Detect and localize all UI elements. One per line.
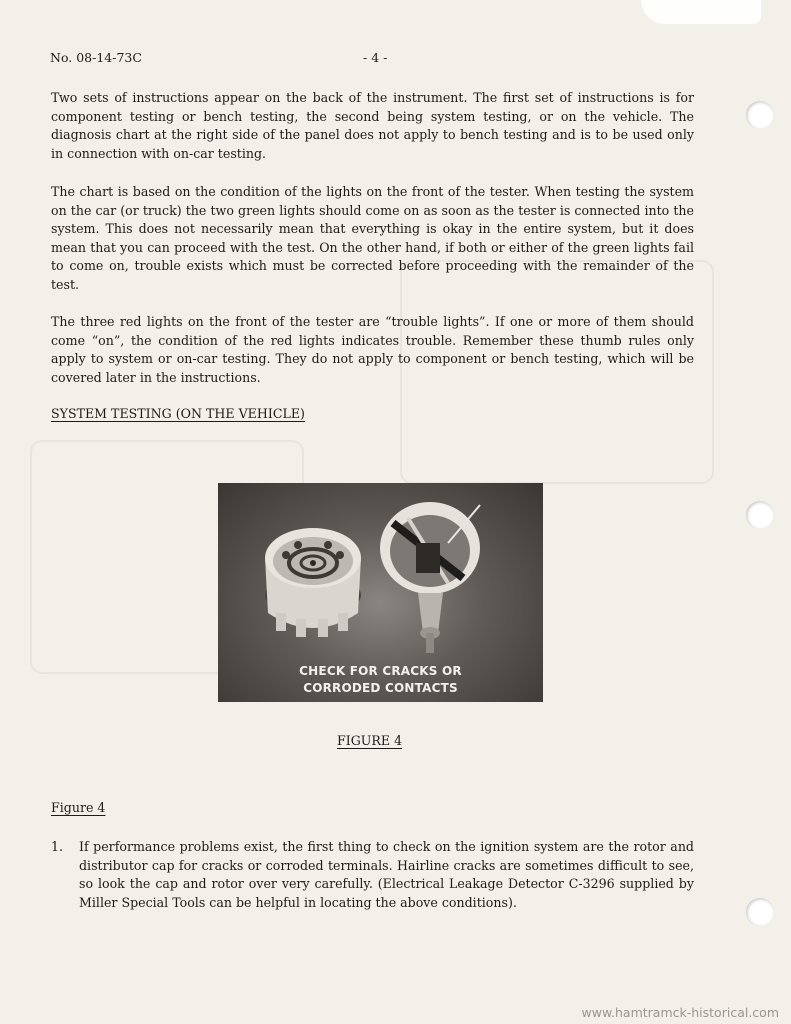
photo-caption [218, 663, 543, 697]
punch-hole [746, 501, 774, 529]
photo-caption-line: CHECK FOR CRACKS OR [299, 664, 462, 678]
list-number: 1. [51, 839, 64, 854]
torn-corner [641, 0, 761, 24]
figure-photo [218, 483, 543, 702]
page-header [50, 50, 750, 70]
document-number: No. 08-14-73C [50, 50, 142, 65]
paragraph-instructions: Two sets of instructions appear on the back of the instrument. The first set of instructions is for component testing or bench testing, the second being system testing, or on the vehicle. The diagnosis chart at the right side of the panel does not apply to bench testing and is to be used only in connection with on-car testing. [51, 90, 694, 161]
watermark: www.hamtramck-historical.com [581, 1005, 779, 1020]
list-text: If performance problems exist, the first thing to check on the ignition system are the rotor and distributor cap for cracks or corroded terminals. Hairline cracks are sometimes difficult to see, so look the cap and rotor over very carefully. (Electrical Leakage Detector C-3296 supplied by Miller Special Tools can be helpful in locating the above conditions). [79, 839, 694, 910]
paragraph-red-lights: The three red lights on the front of the tester are “trouble lights”. If one or more of them should come “on”, the condition of the red lights indicates trouble. Remember these thumb rules only apply to system or on-car testing. They do not apply to component or bench testing, which will be covered later in the instructions. [51, 314, 694, 385]
paragraph-chart: The chart is based on the condition of the lights on the front of the tester. When testing the system on the car (or truck) the two green lights should come on as soon as the tester is connected into the system. This does not necessarily mean that everything is okay in the entire system, but it does mean that you can proceed with the test. On the other hand, if both or either of the green lights fail to come on, trouble exists which must be corrected before proceeding with the remainder of the test. [51, 184, 694, 292]
figure-caption: FIGURE 4 [337, 733, 403, 748]
figure-label: Figure 4 [51, 800, 106, 815]
punch-hole [746, 898, 774, 926]
photo-caption-line: CORRODED CONTACTS [303, 681, 458, 695]
punch-hole [746, 101, 774, 129]
page-number: - 4 - [363, 50, 388, 65]
section-heading: SYSTEM TESTING (ON THE VEHICLE) [51, 406, 305, 421]
